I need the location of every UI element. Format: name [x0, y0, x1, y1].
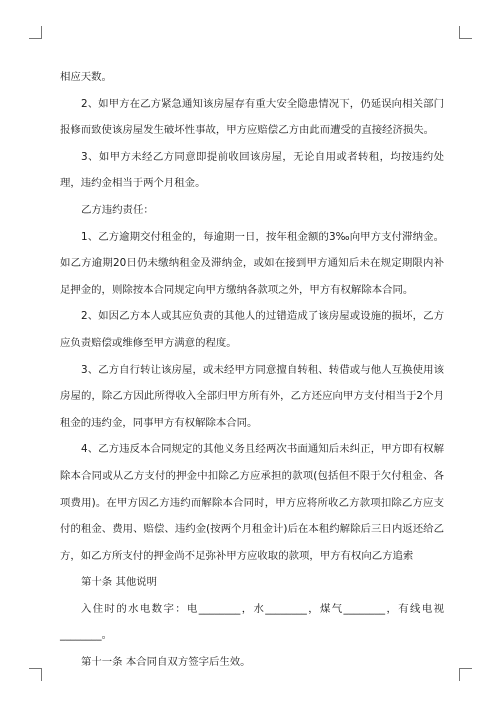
paragraph: 2、如甲方在乙方紧急通知该房屋存有重大安全隐患情况下，仍延误向相关部门报修而致使该房屋发生破坏性事故，甲方应赔偿乙方由此而遭受的直接经济损失。: [60, 97, 444, 137]
crop-mark-bottom-left: [29, 668, 42, 681]
paragraph: 入住时的水电数字：电________，水________，煤气________，有线电视________。: [60, 602, 444, 642]
paragraph: 2、如因乙方本人或其应负责的其他人的过错造成了该房屋或设施的损坏，乙方应负责赔偿或维修至甲方满意的程度。: [60, 310, 444, 349]
paragraph: 1、乙方逾期交付租金的，每逾期一日，按年租金额的3‰向甲方支付滞纳金。如乙方逾期20日仍未缴纳租金及滞纳金，或如在接到甲方通知后未在规定期限内补足押金的，则除按本合同规定向甲方缴纳各款项之外，甲方有权解除本合同。: [60, 230, 444, 296]
paragraph: 3、如甲方未经乙方同意即提前收回该房屋，无论自用或者转租，均按违约处理，违约金相当于两个月租金。: [60, 150, 444, 190]
article-heading: 第十条 其他说明: [81, 576, 158, 589]
article-heading: 第十一条 本合同自双方签字后生效。: [81, 656, 251, 669]
section-heading: 乙方违约责任：: [81, 203, 154, 216]
crop-mark-top-right: [459, 26, 472, 39]
paragraph: 3、乙方自行转让该房屋，或未经甲方同意擅自转租、转借或与他人互换使用该房屋的，除乙方因此所得收入全部归甲方所有外，乙方还应向甲方支付相当于2个月租金的违约金，同事甲方有权解除本合同。: [60, 363, 444, 429]
paragraph: 相应天数。: [60, 71, 112, 83]
crop-mark-bottom-right: [459, 668, 472, 681]
crop-mark-top-left: [29, 26, 42, 39]
paragraph: 4、乙方违反本合同规定的其他义务且经两次书面通知后未纠正，甲方即有权解除本合同或从乙方支付的押金中扣除乙方应承担的款项(包括但不限于欠付租金、各项费用)。在甲方因乙方违约而解除本合同时，甲方应将所收乙方款项扣除乙方应支付的租金、费用、赔偿、违约金(按两个月租金计)后在本租约解除后三日内返还给乙方，如乙方所支付的押金尚不足弥补甲方应收取的款项，甲方有权向乙方追索: [60, 443, 444, 562]
document-body: [60, 64, 444, 676]
